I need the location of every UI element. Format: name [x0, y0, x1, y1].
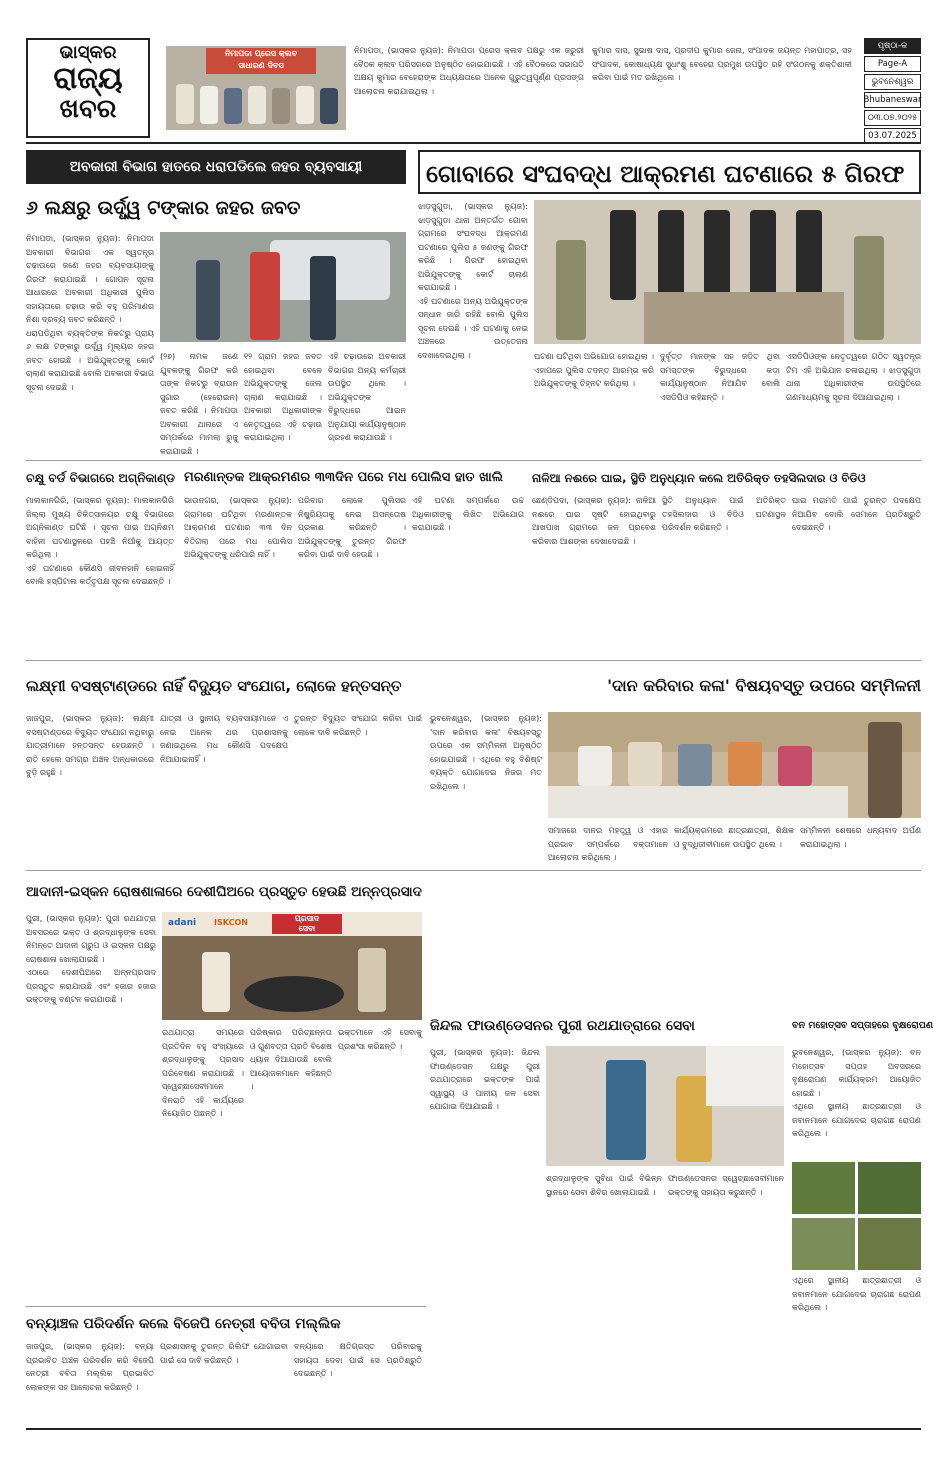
headline-bus-stand: ଲକ୍ଷ୍ମୀ ବସଷ୍ଟାଣ୍ଡରେ ନାହିଁ ବିଦ୍ୟୁତ ସଂଯୋଗ, ଲୋକେ ହନ୍ତସନ୍ତ: [26, 677, 402, 695]
masthead: [26, 38, 922, 141]
article-daan-col4: ସମ୍ମିଳନୀ ଶେଷରେ ଧନ୍ୟବାଦ ଅର୍ପଣ କରାଯାଇଥିଲା ।: [800, 826, 921, 849]
photo-seizure: [160, 232, 406, 342]
seva-label: ସେବା: [298, 924, 316, 933]
article-bus-col3: ତୁରନ୍ତ ବିଦ୍ୟୁତ ସଂଯୋଗ କରିବା ପାଇଁ ଲୋକେ ଦାବି କରିଛନ୍ତି ।: [294, 714, 422, 737]
article-jahar-col1: ନିମାପଡା, (ଭାସ୍କର ନ୍ୟୁଜ): ନିମାପଡା ଅବକାରୀ ବିଭାଗର ଏକ ସ୍ୱତନ୍ତ୍ର ଚଢ଼ାଉରେ ଜଣେ ଜହର ବ୍ୟବସାୟୀଙ୍କୁ ଗିରଫ କରାଯାଇଛି । ଗୋପନ ସୂଚନା ଆଧାରରେ ଅବକାରୀ ଅଧିକାରୀ ପୁଲିସ ସହାୟତାରେ ଚଢ଼ାଉ କରି ବହୁ ପରିମାଣର ନିଶା ଦ୍ରବ୍ୟ ଜବତ କରିଛନ୍ତି । ଧରାପଡିଥିବା ବ୍ୟକ୍ତିଙ୍କ ନିକଟରୁ ପ୍ରାୟ ୬ ଲକ୍ଷ ଟଙ୍କାରୁ ଉର୍ଦ୍ଧ୍ୱ ମୂଲ୍ୟର ଜହର ଜବତ ହୋଇଛି । ଅଭିଯୁକ୍ତଙ୍କୁ କୋର୍ଟ ଚାଲାଣ କରାଯାଇଛି ବୋଲି ଅବକାରୀ ବିଭାଗ ସୂଚନା ଦେଇଛି ।: [26, 234, 154, 392]
date-odia: ୦୩.୦୭.୨୦୨୫: [864, 110, 921, 126]
headline-fire: ଚକ୍ଷୁ ବର୍ଡ ବିଭାଗରେ ଅଗ୍ନିକାଣ୍ଡ: [26, 471, 176, 485]
article-daan-col2: ସମାଜରେ ଦାନର ମହତ୍ତ୍ୱ ଓ ଏହାର ପ୍ରଭାବ ସମ୍ପର୍କରେ ବକ୍ତାମାନେ ଆଲୋଚନା କରିଥିଲେ ।: [548, 826, 668, 862]
article-nalia-col3: ଘାଇ ମରାମତି ପାଇଁ ତୁରନ୍ତ ପଦକ୍ଷେପ ନିଆଯିବ ବୋଲି ସେମାନେ ପ୍ରତିଶ୍ରୁତି ଦେଇଛନ୍ତି ।: [792, 496, 921, 532]
article-jindal-col2: ଶ୍ରଦ୍ଧାଳୁଙ୍କ ସୁବିଧା ପାଇଁ ବିଭିନ୍ନ ସ୍ଥାନରେ ସେବା ଶିବିର ଖୋଲାଯାଇଛି ।: [546, 1174, 662, 1197]
headline-jahar-seizure: ୬ ଲକ୍ଷରୁ ଉର୍ଦ୍ଧ୍ୱ ଟଙ୍କାର ଜହର ଜବତ: [26, 197, 301, 219]
article-babita-col3: ବନ୍ୟାରେ କ୍ଷତିଗ୍ରସ୍ତ ପରିବାରକୁ ସହାୟତା ଦେବା ପାଇଁ ସେ ପ୍ରତିଶ୍ରୁତି ଦେଇଛନ୍ତି ।: [294, 1342, 422, 1378]
masthead-story-col1: ନିମାପଡା, (ଭାସ୍କର ନ୍ୟୁଜ): ନିମାପଡା ପ୍ରେସ କ୍ଲବ ପକ୍ଷରୁ ଏକ ଜରୁରୀ ବୈଠକ କ୍ଲବ ପରିସରରେ ଅନୁଷ୍ଠିତ ହୋଇଯାଇଛି । ଏହି ବୈଠକରେ ସଭାପତି ଅକ୍ଷୟ କୁମାର ବେହେରାଙ୍କ ଅଧ୍ୟକ୍ଷତାରେ ଅନେକ ଗୁରୁତ୍ୱପୂର୍ଣ୍ଣ ପ୍ରସଙ୍ଗ ଆଲୋଚନା କରାଯାଇଥିଲା ।: [354, 46, 584, 96]
article-babita-col2: ପ୍ରଶାସନକୁ ତୁରନ୍ତ ରିଲିଫ ଯୋଗାଇବା ପାଇଁ ସେ ଦାବି କରିଛନ୍ତି ।: [160, 1342, 288, 1365]
date-en: 03.07.2025: [864, 128, 921, 144]
headline-goba-attack: ଗୋବାରେ ସଂଘବଦ୍ଧ ଆକ୍ରମଣ ଘଟଣାରେ ୫ ଗିରଫ: [418, 150, 921, 194]
article-adani-col4: ଭକ୍ତମାନେ ଏହି ସେବାକୁ ପ୍ରଶଂସା କରିଛନ୍ତି ।: [338, 1028, 422, 1051]
article-bus-col1: ଜାଜପୁର, (ଭାସ୍କର ନ୍ୟୁଜ): ଲକ୍ଷ୍ମୀ ବସଷ୍ଟାଣ୍ଡରେ ବିଦ୍ୟୁତ ସଂଯୋଗ ନଥିବାରୁ ଯାତ୍ରୀମାନେ ହନ୍ତସନ୍ତ ହେଉଛନ୍ତି । ରାତି ହେଲେ ସମଗ୍ର ଅଞ୍ଚଳ ଅନ୍ଧକାରରେ ବୁଡ଼ି ରହୁଛି ।: [26, 714, 154, 777]
article-jahar-col2: (୨୭) ନାମକ ଜଣେ ଯୁବକଙ୍କୁ ଗିରଫ କରି ତାଙ୍କ ନିକଟରୁ ବ୍ରାଉନ ସୁଗାର (ହେରୋଇନ) ଜବତ କରିଛି । ନିମାପଡା ଅବକାରୀ ଥାନାରେ ଏ ସମ୍ପର୍କରେ ମାମଲା ରୁଜୁ କରାଯାଇଛି ।: [160, 352, 238, 456]
article-nalia-col2: ସ୍ଥିତି ଅନୁଧ୍ୟାନ ପାଇଁ ଅତିରିକ୍ତ ତହସିଲଦାର ଓ ବିଡିଓ ଘଟଣାସ୍ଥଳ ପରିଦର୍ଶନ କରିଛନ୍ତି ।: [662, 496, 786, 532]
article-van-mahotsav-cont: ଏଥିରେ ସ୍ଥାନୀୟ ଛାତ୍ରଛାତ୍ରୀ ଓ ଜବାନମାନେ ଯୋଗଦେଇ ଚାରାଗଛ ରୋପଣ କରିଥିଲେ ।: [792, 1276, 921, 1312]
brand-name: ଭାସ୍କର: [59, 42, 117, 63]
headline-babita-mallik: ବନ୍ୟାଞ୍ଚଳ ପରିଦର୍ଶନ କଲେ ବିଜେପି ନେତ୍ରୀ ବବିତା ମଲ୍ଲିକ: [26, 1316, 341, 1332]
divider: [26, 1306, 426, 1307]
photo-plantation-4: [858, 1218, 921, 1270]
headline-van-mahotsav: ବନ ମହୋତ୍ସବ ସପ୍ତାହରେ ବୃକ୍ଷରୋପଣ: [792, 1020, 934, 1031]
article-attack-col3: ଏହି ଘଟଣା ସମ୍ପର୍କରେ ଉଚ୍ଚ ଅଧିକାରୀଙ୍କୁ ଲିଖିତ ଅଭିଯୋଗ କରାଯାଇଛି ।: [412, 496, 524, 532]
banner-text-1: ନିମାପଡା ପ୍ରେସ କ୍ଲବ: [224, 49, 298, 58]
article-babita-col1: ଜାଜପୁର, (ଭାସ୍କର ନ୍ୟୁଜ): ବନ୍ୟା ପ୍ରଭାବିତ ଅଞ୍ଚଳ ପରିଦର୍ଶନ କରି ବିଜେପି ନେତ୍ରୀ ବବିତା ମଲ୍ଲିକ ପ୍ରଭାବିତ ଲୋକଙ୍କ ସହ ଆଲୋଚନା କରିଛନ୍ତି ।: [26, 1342, 154, 1392]
masthead-story-col2: କୁମାର ଦାସ, ସୁଭାଷ ଦାସ, ପ୍ରଦୀପ କୁମାର ଜେନା, ସଂପାଦକ ଜୟନ୍ତ ମହାପାତ୍ର, ସହ ସଂପାଦକ, କୋଷାଧ୍ୟକ୍ଷ ସୁଧାଂଶୁ ବେହେରା ପ୍ରମୁଖ ଉପସ୍ଥିତ ରହି ସଂଗଠନକୁ ଶକ୍ତିଶାଳୀ କରିବା ପାଇଁ ମତ ରଖିଥିଲେ ।: [592, 46, 852, 82]
bottom-rule: [26, 1428, 921, 1430]
page-label-en: Page-A: [864, 56, 921, 72]
iskcon-logo: ISKCON: [214, 918, 248, 927]
photo-arrest: [534, 200, 921, 344]
photo-plantation-3: [792, 1218, 855, 1270]
divider: [26, 660, 921, 661]
article-jindal-col1: ପୁରୀ, (ଭାସ୍କର ନ୍ୟୁଜ): ଜିନ୍ଦଲ ଫାଉଣ୍ଡେସନ ପକ୍ଷରୁ ପୁରୀ ରଥଯାତ୍ରାରେ ଭକ୍ତଙ୍କ ପାଇଁ ସ୍ୱାସ୍ଥ୍ୟ ଓ ପାନୀୟ ଜଳ ସେବା ଯୋଗାଇ ଦିଆଯାଇଛି ।: [430, 1048, 540, 1111]
headline-adani-iskcon: ଆଦାନୀ-ଇସ୍କନ ରୋଷଶାଳାରେ ଦେଶୀଘିଅରେ ପ୍ରସ୍ତୁତ ହେଉଛି ଅନ୍ନପ୍ରସାଦ: [26, 884, 422, 900]
article-goba-col4: ଏସଡିପିଓଙ୍କ ନେତୃତ୍ୱରେ ଗଠିତ ସ୍ୱତନ୍ତ୍ର ଟିମ ଏହି ଅଭିଯାନ ଚଳାଇଥିଲା । ଝାଡ଼ସୁଗୁଡା ଥାନା ଅଧିକାରୀଙ୍କ ଉପସ୍ଥିତିରେ ଗଣମାଧ୍ୟମକୁ ସୂଚନା ଦିଆଯାଇଥିଲା ।: [786, 352, 921, 402]
article-goba-col1: ଝାଡ଼ସୁଗୁଡା, (ଭାସ୍କର ନ୍ୟୁଜ): ଝାଡ଼ସୁଗୁଡା ଥାନା ଅନ୍ତର୍ଗତ ଗୋବା ଗ୍ରାମରେ ସଂଘବଦ୍ଧ ଆକ୍ରମଣ ଘଟଣାରେ ପୁଲିସ ୫ ଜଣଙ୍କୁ ଗିରଫ କରିଛି । ଗିରଫ ହୋଇଥିବା ଅଭିଯୁକ୍ତଙ୍କୁ କୋର୍ଟ ଚାଲାଣ କରାଯାଇଛି । ଏହି ଘଟଣାରେ ଅନ୍ୟ ଅଭିଯୁକ୍ତଙ୍କ ସନ୍ଧାନ ଜାରି ରହିଛି ବୋଲି ପୁଲିସ ସୂଚନା ଦେଇଛି । ଏହି ଘଟଣାକୁ ନେଇ ଅଞ୍ଚଳରେ ଉତ୍ତେଜନା ଦେଖାଦେଇଥିଲା ।: [418, 202, 528, 360]
city: ଭୁବନେଶ୍ୱର: [864, 74, 921, 90]
banner-text-2: ସାଧାରଣ ଦିବସ: [238, 61, 284, 70]
article-attack-col2: ପରିବାର ଲୋକେ ପୁଲିସର ନିଷ୍କ୍ରିୟତାକୁ ନେଇ ଅସନ୍ତୋଷ ପ୍ରକାଶ କରିଛନ୍ତି । ଅଭିଯୁକ୍ତଙ୍କୁ ତୁରନ୍ତ ଗିରଫ କରିବା ପାଇଁ ଦାବି ହେଉଛି ।: [298, 496, 406, 559]
headline-attack-33days: ମରଣାନ୍ତକ ଆକ୍ରମଣର ୩୩ଦିନ ପରେ ମଧ ପୋଲିସ ହାତ ଖାଲି: [184, 470, 504, 485]
photo-jindal: [546, 1046, 784, 1166]
page-label: ପୃଷ୍ଠା-କ: [864, 38, 921, 54]
article-adani-col3: ପରିଷ୍କାର ପରିଚ୍ଛନ୍ନତା ଓ ଗୁଣବତ୍ତା ପ୍ରତି ବିଶେଷ ଧ୍ୟାନ ଦିଆଯାଉଛି ବୋଲି ଆୟୋଜକମାନେ କହିଛନ୍ତି ।: [250, 1028, 332, 1091]
article-goba-col2: ଘଟଣା ଘଟିଥିବା ଅଭିଯୋଗ ହୋଇଥିଲା । ଏହାପରେ ପୁଲିସ ତଦନ୍ତ ଆରମ୍ଭ କରି ଅଭିଯୁକ୍ତଙ୍କୁ ଚିହ୍ନଟ କରିଥିଲା ।: [534, 352, 654, 388]
article-jindal-col3: ଫାଉଣ୍ଡେସନର ସ୍ୱେଚ୍ଛାସେବୀମାନେ ଭକ୍ତଙ୍କୁ ସହାୟତା କରୁଛନ୍ତି ।: [668, 1174, 784, 1197]
page-meta: [863, 38, 922, 141]
article-adani-col1: ପୁରୀ, (ଭାସ୍କର ନ୍ୟୁଜ): ପୁରୀ ରଥଯାତ୍ରା ଅବସରରେ ଭକ୍ତ ଓ ଶ୍ରଦ୍ଧାଳୁଙ୍କ ସେବା ନିମନ୍ତେ ଆଦାନୀ ଗ୍ରୁପ ଓ ଇସ୍କନ ପକ୍ଷରୁ ରୋଷଶାଳା ଖୋଲାଯାଇଛି । ଏଠାରେ ଦେଶୀଘିଅରେ ଅନ୍ନପ୍ରସାଦ ପ୍ରସ୍ତୁତ କରାଯାଉଛି ଏବଂ ହଜାର ହଜାର ଭକ୍ତଙ୍କୁ ବଣ୍ଟନ କରାଯାଉଛି ।: [26, 914, 156, 1004]
adani-logo: adani: [168, 918, 197, 928]
article-daan-col3: କାର୍ଯ୍ୟକ୍ରମରେ ଛାତ୍ରଛାତ୍ରୀ, ଶିକ୍ଷକ ଓ ବୁଦ୍ଧିଜୀବୀମାନେ ଉପସ୍ଥିତ ଥିଲେ ।: [674, 826, 794, 849]
divider: [26, 142, 921, 144]
section-name: ରାଜ୍ୟ: [53, 61, 123, 96]
photo-conference: [548, 712, 921, 818]
headline-daan-conference: 'ଦାନ କରିବାର କଳା' ବିଷୟବସ୍ତୁ ଉପରେ ସମ୍ମିଳନୀ: [607, 676, 921, 695]
article-van-mahotsav: ଭୁବନେଶ୍ୱର, (ଭାସ୍କର ନ୍ୟୁଜ): ବନ ମହୋତ୍ସବ ସପ୍ତାହ ଅବସରରେ ବୃକ୍ଷରୋପଣ କାର୍ଯ୍ୟକ୍ରମ ଆୟୋଜିତ ହୋଇଛି । ଏଥିରେ ସ୍ଥାନୀୟ ଛାତ୍ରଛାତ୍ରୀ ଓ ଜବାନମାନେ ଯୋଗଦେଇ ଚାରାଗଛ ରୋପଣ କରିଥିଲେ ।: [792, 1048, 921, 1138]
divider: [26, 460, 921, 461]
divider: [26, 870, 921, 871]
article-jahar-col4: ଏହି ଚଢ଼ାଉରେ ଅବକାରୀ ବିଭାଗର ଅନ୍ୟ କର୍ମଚାରୀ ଉପସ୍ଥିତ ଥିଲେ । ଅଭିଯୁକ୍ତଙ୍କ ବିରୁଦ୍ଧରେ ଆଇନ ଅନୁଯାୟୀ କାର୍ଯ୍ୟାନୁଷ୍ଠାନ ଗ୍ରହଣ କରାଯାଉଛି ।: [328, 352, 406, 442]
article-nalia-col1: ଛେଣ୍ଡିପଦା, (ଭାସ୍କର ନ୍ୟୁଜ): ନାଳିଆ ନଈରେ ଘାଇ ସୃଷ୍ଟି ହୋଇଥିବାରୁ ଆଖପାଖ ଗ୍ରାମରେ ଜଳ ପ୍ରବେଶ କରିବାର ଆଶଙ୍କା ଦେଖାଦେଇଛି ।: [532, 496, 656, 546]
article-adani-col2: ରଥଯାତ୍ରା ସମୟରେ ପ୍ରତିଦିନ ବହୁ ସଂଖ୍ୟାରେ ଶ୍ରଦ୍ଧାଳୁଙ୍କୁ ପ୍ରସାଦ ପରିବେଷଣ କରାଯାଉଛି । ସ୍ୱେଚ୍ଛାସେବୀମାନେ ଦିନରାତି ଏହି କାର୍ଯ୍ୟରେ ନିୟୋଜିତ ଅଛନ୍ତି ।: [162, 1028, 244, 1118]
article-jahar-col3: ୧୨ ଗ୍ରାମ ଜହର ଜବତ ହୋଇଥିବା ବେଳେ ଅଭିଯୁକ୍ତଙ୍କୁ ଜେଲ ଚାଲାଣ କରାଯାଇଛି । ଅବକାରୀ ଅଧିକାରୀଙ୍କ ନେତୃତ୍ୱରେ ଏହି ଚଢ଼ାଉ କରାଯାଇଥିଲା ।: [244, 352, 322, 442]
strap-headline: ଅବକାରୀ ବିଭାଗ ହାତରେ ଧରାପଡିଲେ ଜହର ବ୍ୟବସାୟୀ: [26, 150, 406, 184]
masthead-logo: [26, 38, 150, 138]
headline-nalia-river: ନାଳିଆ ନଈରେ ଘାଇ, ସ୍ଥିତି ଅନୁଧ୍ୟାନ କଲେ ଅତିରିକ୍ତ ତହସିଲଦାର ଓ ବିଡିଓ: [532, 471, 866, 485]
city-en: Bhubaneswar: [864, 92, 921, 108]
photo-plantation-1: [792, 1162, 855, 1214]
headline-jindal: ଜିନ୍ଦଲ ଫାଉଣ୍ଡେସନର ପୁରୀ ରଥଯାତ୍ରାରେ ସେବା: [430, 1018, 695, 1034]
photo-kitchen: [162, 912, 422, 1020]
prasad-label: ପ୍ରସାଦ: [294, 914, 320, 923]
photo-plantation-2: [858, 1162, 921, 1214]
masthead-photo: [166, 46, 346, 130]
article-attack-col1: ଭାଉନଗର, (ଭାସ୍କର ନ୍ୟୁଜ): ଗ୍ରାମରେ ଘଟିଥିବା ମରଣାନ୍ତକ ଆକ୍ରମଣ ଘଟଣାର ୩୩ ଦିନ ବିତିଗଲା ପରେ ମଧ ପୋଲିସ ଅଭିଯୁକ୍ତଙ୍କୁ ଧରିପାରି ନାହିଁ ।: [184, 496, 292, 559]
article-goba-col3: ଦୁର୍ବୃତ୍ତ ମାନଙ୍କ ସହ ଜଡ଼ିତ ଥିବା ସମସ୍ତଙ୍କ ବିରୁଦ୍ଧରେ କଡ଼ା କାର୍ଯ୍ୟାନୁଷ୍ଠାନ ନିଆଯିବ ବୋଲି ଏସଡିପିଓ କହିଛନ୍ତି ।: [660, 352, 780, 402]
section-name-2: ଖବର: [59, 94, 117, 124]
article-fire: ମାଲକାନଗିରି, (ଭାସ୍କର ନ୍ୟୁଜ): ମାଲକାନଗିରି ଜିଲ୍ଲା ମୁଖ୍ୟ ଚିକିତ୍ସାଳୟର ଚକ୍ଷୁ ବିଭାଗରେ ଅଗ୍ନିକାଣ୍ଡ ଘଟିଛି । ସୂଚନା ପାଇ ଅଗ୍ନିଶମ ବାହିନୀ ଘଟଣାସ୍ଥଳରେ ପହଞ୍ଚି ନିଆଁକୁ ଆୟତ୍ତ କରିଥିଲା । ଏହି ଘଟଣାରେ କୌଣସି ଜୀବନହାନି ହୋଇନାହିଁ ବୋଲି ହସ୍ପିଟାଲ କର୍ତ୍ତୃପକ୍ଷ ସୂଚନା ଦେଇଛନ୍ତି ।: [26, 496, 174, 586]
article-daan-col1: ଭୁବନେଶ୍ୱର, (ଭାସ୍କର ନ୍ୟୁଜ): 'ଦାନ କରିବାର କଳା' ବିଷୟବସ୍ତୁ ଉପରେ ଏକ ସମ୍ମିଳନୀ ଅନୁଷ୍ଠିତ ହୋଇଯାଇଛି । ଏଥିରେ ବହୁ ବିଶିଷ୍ଟ ବ୍ୟକ୍ତି ଯୋଗଦେଇ ନିଜର ମତ ରଖିଥିଲେ ।: [430, 714, 542, 791]
article-bus-col2: ଯାତ୍ରୀ ଓ ସ୍ଥାନୀୟ ବ୍ୟବସାୟୀମାନେ ଏ ନେଇ ଅନେକ ଥର ପ୍ରଶାସନକୁ ଜଣାଇଥିଲେ ମଧ କୌଣସି ପଦକ୍ଷେପ ନିଆଯାଇନାହିଁ ।: [160, 714, 288, 764]
